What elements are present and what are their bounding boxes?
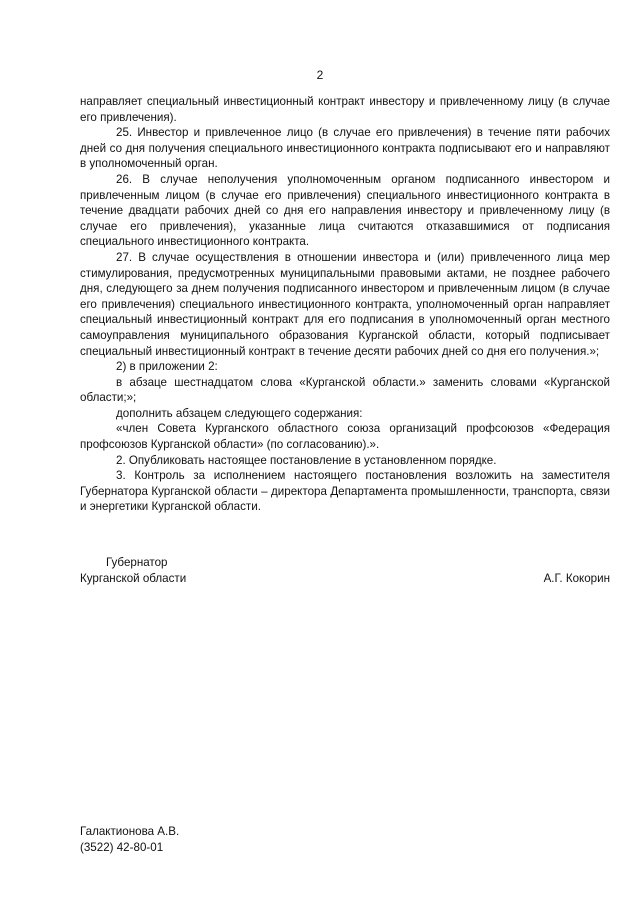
page-number: 2 [316,68,324,82]
executor-block [80,824,179,856]
paragraph-new-member: «член Совета Курганского областного союза организаций профсоюзов «Федерация профсоюзов Курганской области» (по согласованию).». [80,422,610,452]
document-body [80,94,610,515]
signatory-region: Курганской области [80,572,187,585]
paragraph-item-26: 26. В случае неполучения уполномоченным органом подписанного инвестором и привлеченным лицом (в случае его привлечения) специального инвестиционного контракта в течение двадцати рабочих дней со дня его направления инвестору и привлеченному лицу (в случае его привлечения), указанные лица считаются отказавшимися от подписания специального инвестиционного контракта. [80,172,610,249]
executor-name: Галактионова А.В. [80,825,180,838]
paragraph-replace-words: в абзаце шестнадцатом слова «Курганской области.» заменить словами «Курганской области;»; [80,375,610,405]
paragraph-control: 3. Контроль за исполнением настоящего постановления возложить на заместителя Губернатора Курганской области – директора Департамента промышленности, транспорта, связи и энергетики Курганской области. [80,469,610,514]
signature-block [80,555,610,587]
signatory-title: Губернатор [106,556,168,569]
paragraph-continuation: направляет специальный инвестиционный контракт инвестору и привлеченному лицу (в случае его привлечения). [80,95,610,124]
paragraph-appendix-2: 2) в приложении 2: [116,360,218,374]
paragraph-item-27: 27. В случае осуществления в отношении инвестора и (или) привлеченного лица мер стимулирования, предусмотренных муниципальными правовыми актами, не позднее рабочего дня, следующего за днем получения подписанного инвестором и привлеченным лицом (в случае его привлечения) специального инвестиционного контракта, уполномоченный орган направляет специальный инвестиционный контракт для его подписания в уполномоченный орган местного самоуправления муниципального образования Курганской области, который подписывает специальный инвестиционный контракт в течение десяти рабочих дней со дня его получения.»; [80,250,610,358]
paragraph-item-25: 25. Инвестор и привлеченное лицо (в случае его привлечения) в течение пяти рабочих дней со дня получения специального инвестиционного контракта подписывают его и направляют в уполномоченный орган. [80,126,610,171]
executor-phone: (3522) 42-80-01 [80,841,164,854]
paragraph-publish: 2. Опубликовать настоящее постановление в установленном порядке. [116,453,497,467]
signatory-name: А.Г. Кокорин [543,572,610,585]
paragraph-add-line: дополнить абзацем следующего содержания: [116,406,363,420]
